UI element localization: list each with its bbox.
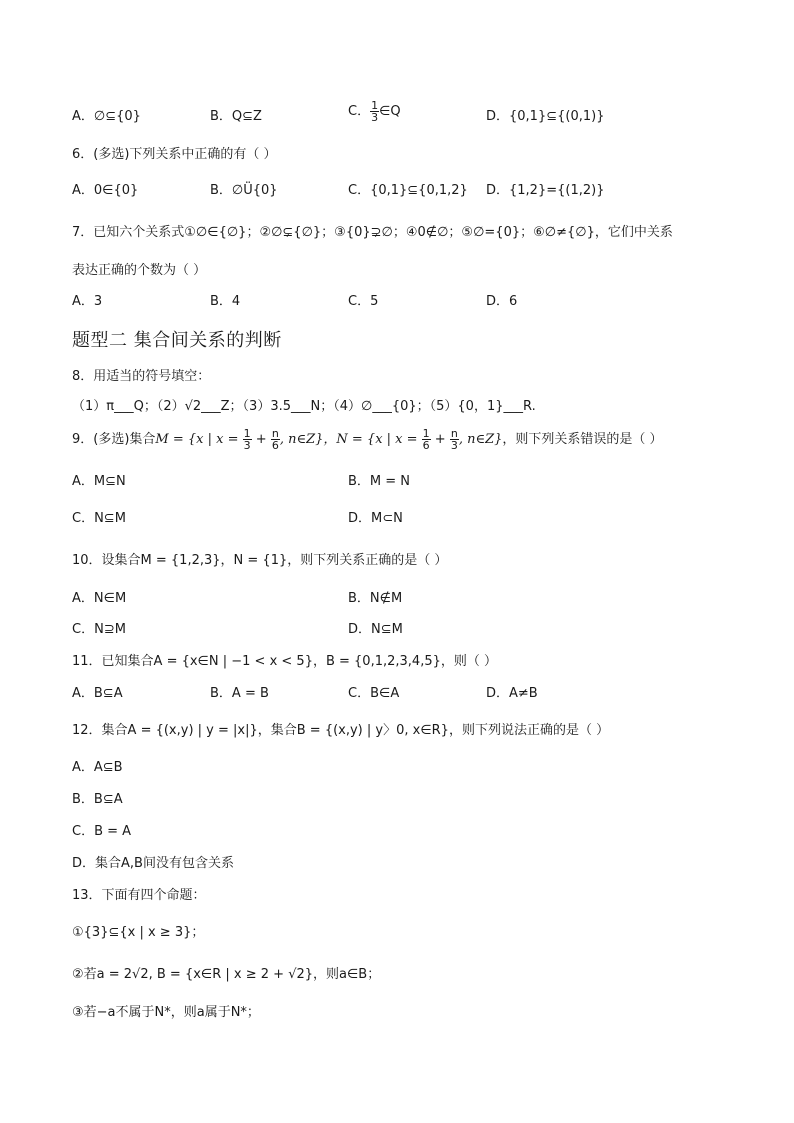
q13-proposition-1: ①{3}⊆{x | x ≥ 3}；: [72, 925, 205, 940]
fraction-numerator: n: [271, 427, 279, 440]
fraction-numerator: 1: [422, 427, 430, 440]
q9-stem-prefix: 9．(多选)集合: [72, 432, 156, 447]
q8-stem: 8．用适当的符号填空：: [72, 369, 211, 384]
q12-stem: 12．集合A = {(x,y) | y = |x|}，集合B = {(x,y) | y〉0, x∈R}，则下列说法正确的是（ ）: [72, 723, 610, 738]
q6-stem: 6．(多选)下列关系中正确的有（ ）: [72, 147, 277, 162]
q10-option-b: B．N∉M: [348, 591, 403, 606]
q7-option-d: D．6: [486, 294, 518, 309]
fraction-numerator: n: [450, 427, 458, 440]
q6-option-a: A．0∈{0}: [72, 183, 139, 198]
q9-set-n-end: , n∈Z}: [458, 432, 503, 447]
q5-option-c-fraction: [370, 100, 379, 123]
q11-stem: 11．已知集合A = {x∈N | −1 < x < 5}，B = {0,1,2,3,4,5}，则（ ）: [72, 654, 498, 669]
q5-option-c-suffix: ∈Q: [379, 104, 401, 119]
q5-option-d: D．{0,1}⊆{(0,1)}: [486, 109, 605, 124]
q7-stem: 7．已知六个关系式①∅∈{∅}；②∅⊊{∅}；③{0}⊋∅；④0∉∅；⑤∅={0}；⑥∅≠{∅}，它们中关系: [72, 225, 673, 240]
q7-option-b: B．4: [210, 294, 241, 309]
q13-stem: 13．下面有四个命题：: [72, 888, 206, 903]
q9-set-m-start: M = {x | x =: [155, 432, 243, 447]
fraction-denominator: 6: [422, 439, 430, 452]
q6-option-b: B．∅Ü{0}: [210, 183, 278, 198]
q11-option-c: C．B∈A: [348, 686, 400, 701]
q12-option-c: C．B = A: [72, 824, 132, 839]
q9-stem-suffix: ，则下列关系错误的是（ ）: [502, 432, 663, 447]
q9-set-m-plus: +: [251, 432, 271, 447]
q9-set-n-fraction-1: [422, 428, 431, 451]
q10-option-c: C．N⊇M: [72, 622, 126, 637]
fraction-denominator: 3: [243, 439, 251, 452]
q10-option-a: A．N∈M: [72, 591, 127, 606]
q9-option-b: B．M = N: [348, 474, 411, 489]
q11-option-d: D．A≠B: [486, 686, 538, 701]
q11-option-a: A．B⊆A: [72, 686, 123, 701]
q12-option-b: B．B⊆A: [72, 792, 123, 807]
fraction-numerator: 1: [371, 99, 379, 112]
q9-set-n-start: ，N = {x | x =: [323, 432, 422, 447]
fraction-denominator: 3: [371, 111, 379, 124]
q10-option-d: D．N⊆M: [348, 622, 403, 637]
q5-option-c-prefix: C．: [348, 104, 371, 119]
q9-option-a: A．M⊆N: [72, 474, 126, 489]
q7-option-a: A．3: [72, 294, 103, 309]
q5-option-a: A．∅⊆{0}: [72, 109, 141, 124]
q9-set-m-end: , n∈Z}: [279, 432, 324, 447]
q13-proposition-3: ③若−a不属于N*，则a属于N*；: [72, 1005, 260, 1020]
fraction-denominator: 6: [271, 439, 279, 452]
q11-option-b: B．A = B: [210, 686, 269, 701]
q9-option-c: C．N⊆M: [72, 511, 126, 526]
fraction-denominator: 3: [450, 439, 458, 452]
q6-option-d: D．{1,2}={(1,2)}: [486, 183, 605, 198]
fraction-numerator: 1: [243, 427, 251, 440]
q5-option-b: B．Q⊆Z: [210, 109, 262, 124]
q10-stem: 10．设集合M = {1,2,3}，N = {1}，则下列关系正确的是（ ）: [72, 553, 448, 568]
q9-set-n-plus: +: [430, 432, 450, 447]
q8-items: （1）π___Q；（2）√2___Z；（3）3.5___N；（4）∅___{0}；（5）{0，1}___R.: [72, 399, 536, 414]
q6-option-c: C．{0,1}⊆{0,1,2}: [348, 183, 468, 198]
q12-option-d: D．集合A,B间没有包含关系: [72, 856, 234, 871]
q13-proposition-2: ②若a = 2√2, B = {x∈R | x ≥ 2 + √2}，则a∈B；: [72, 967, 381, 982]
q7-stem-cont: 表达正确的个数为（ ）: [72, 263, 207, 278]
q7-option-c: C．5: [348, 294, 379, 309]
q9-option-d: D．M⊂N: [348, 511, 403, 526]
q12-option-a: A．A⊆B: [72, 760, 123, 775]
q9-set-m-fraction-1: [243, 428, 252, 451]
q9-stem: [72, 428, 663, 451]
q9-set-n-fraction-2: [450, 428, 459, 451]
q5-option-c: [348, 100, 401, 123]
section-heading: 题型二 集合间关系的判断: [72, 330, 282, 351]
q9-set-m-fraction-2: [271, 428, 280, 451]
